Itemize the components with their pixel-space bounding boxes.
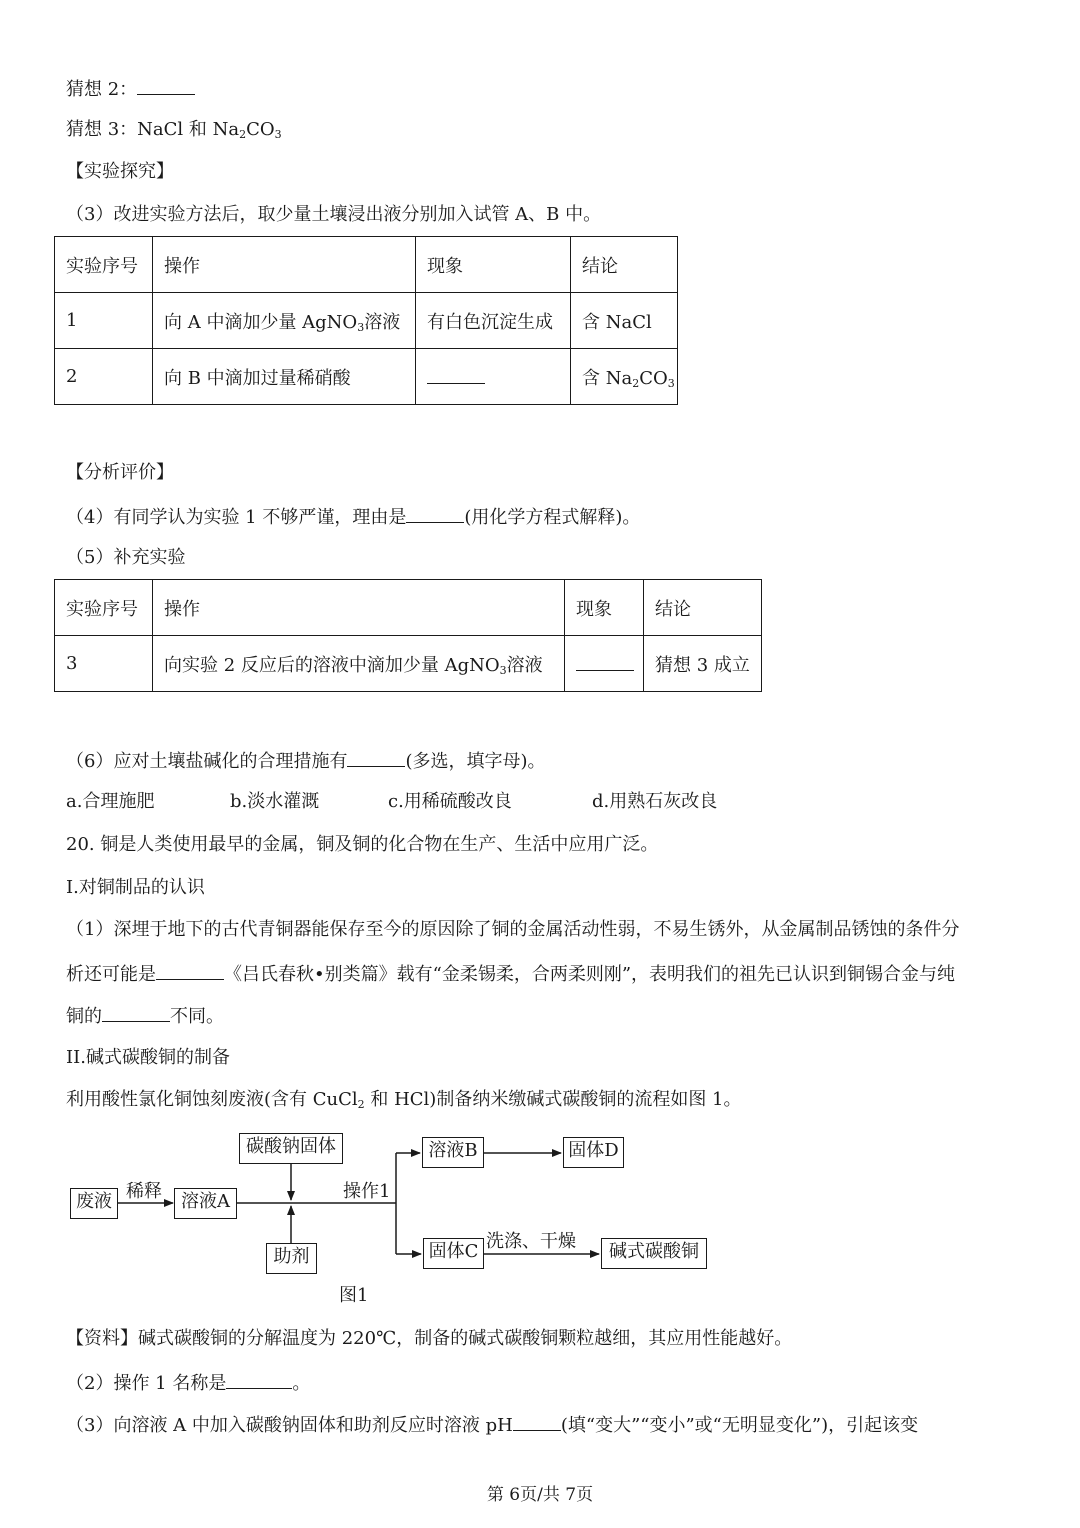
page-footer: 第 6页/共 7页: [486, 1485, 594, 1505]
dilute-label: 稀释: [126, 1181, 162, 1202]
question-3b: （3）向溶液 A 中加入碳酸钠固体和助剂反应时溶液 pH (填“变大”“变小”或“无明显变化”)，引起该变: [66, 1412, 918, 1438]
table-cell: 向 B 中滴加过量稀硝酸: [153, 349, 416, 405]
table-header-cell: 操作: [153, 580, 565, 636]
table-header-cell: 实验序号: [55, 237, 153, 293]
option-c: c.用稀硫酸改良: [388, 791, 512, 812]
table-cell: 含 $Na_2CO_3$: [571, 349, 678, 405]
question-2: （2）操作 1 名称是 。: [66, 1370, 310, 1396]
solid-c-box: 固体C: [423, 1238, 484, 1269]
product-box: 碱式碳酸铜: [601, 1238, 707, 1269]
part-2-title: II.碱式碳酸铜的制备: [66, 1047, 230, 1068]
sodium-carbonate-box: 碳酸钠固体: [239, 1133, 343, 1164]
table-cell: 2: [55, 349, 153, 405]
table-header-cell: 实验序号: [55, 580, 153, 636]
question-20: 20. 铜是人类使用最早的金属，铜及铜的化合物在生产、生活中应用广泛。: [66, 834, 659, 855]
info-note: 【资料】碱式碳酸铜的分解温度为 220℃，制备的碱式碳酸铜颗粒越细，其应用性能越好。: [66, 1328, 793, 1349]
option-d: d.用熟石灰改良: [592, 791, 718, 812]
table-header-cell: 现象: [565, 580, 644, 636]
section-explore-heading: 【实验探究】: [66, 161, 174, 182]
option-b: b.淡水灌溉: [230, 791, 320, 812]
question-6: （6）应对土壤盐碱化的合理措施有 (多选，填字母)。: [66, 748, 546, 774]
option-a: a.合理施肥: [66, 791, 155, 812]
solution-a-box: 溶液A: [174, 1188, 237, 1219]
table-header-cell: 现象: [416, 237, 571, 293]
answer-blank[interactable]: [226, 1370, 292, 1389]
question-3: （3）改进实验方法后，取少量土壤浸出液分别加入试管 A、B 中。: [66, 204, 602, 225]
solution-b-box: 溶液B: [422, 1137, 484, 1168]
table-header-cell: 结论: [571, 237, 678, 293]
table-cell: 有白色沉淀生成: [416, 293, 571, 349]
paragraph-1-line-1: （1）深埋于地下的古代青铜器能保存至今的原因除了铜的金属活动性弱，不易生锈外，从金属制品锈蚀的条件分: [66, 919, 960, 940]
table-cell: 猜想 3 成立: [644, 636, 762, 692]
solid-d-box: 固体D: [563, 1137, 624, 1168]
paragraph-1-line-2: 析还可能是 《吕氏春秋•别类篇》载有“金柔锡柔，合两柔则刚”，表明我们的祖先已认识到铜锡合金与纯: [66, 961, 955, 987]
table-cell: 向实验 2 反应后的溶液中滴加少量 AgNO$_3$溶液: [153, 636, 565, 692]
section-analysis-heading: 【分析评价】: [66, 462, 174, 483]
table-cell: 3: [55, 636, 153, 692]
table-header-cell: 操作: [153, 237, 416, 293]
table-cell: 含 NaCl: [571, 293, 678, 349]
paragraph-1-line-3: 铜的 不同。: [66, 1003, 224, 1029]
table-cell: 1: [55, 293, 153, 349]
part-1-title: I.对铜制品的认识: [66, 877, 205, 898]
guess-2: 猜想 2：: [66, 76, 195, 102]
answer-blank[interactable]: [513, 1412, 561, 1431]
guess-3: 猜想 3：NaCl 和 $Na_2CO_3$: [66, 119, 282, 141]
table-header-cell: 结论: [644, 580, 762, 636]
table-cell: 向 A 中滴加少量 AgNO$_3$溶液: [153, 293, 416, 349]
auxiliary-agent-box: 助剂: [266, 1243, 317, 1274]
operation-1-label: 操作1: [343, 1181, 391, 1202]
question-5: （5）补充实验: [66, 547, 186, 568]
flow-intro: 利用酸性氯化铜蚀刻废液(含有 CuCl$_2$ 和 HCl)制备纳米缴碱式碳酸铜的流程如图 1。: [66, 1089, 742, 1111]
wash-dry-label: 洗涤、干燥: [486, 1231, 576, 1252]
waste-liquid-box: 废液: [70, 1188, 118, 1219]
question-4: （4）有同学认为实验 1 不够严谨，理由是 (用化学方程式解释)。: [66, 504, 640, 530]
figure-caption: 图1: [339, 1285, 369, 1306]
